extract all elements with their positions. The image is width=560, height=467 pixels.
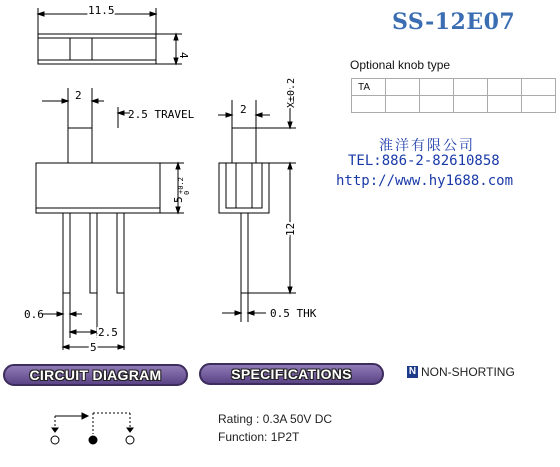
circuit-diagram-label: CIRCUIT DIAGRAM [29,367,162,383]
dim-tol-zero: 0 [183,190,191,195]
dim-pin: 0.6 [24,308,44,321]
non-shorting-label: NON-SHORTING [421,365,515,379]
knob-cell [454,96,488,113]
company-tel: TEL:886-2-82610858 [348,153,500,169]
knob-cell [420,79,454,96]
dim-body: 5 [172,196,185,203]
knob-cell [352,96,386,113]
front-view [36,88,184,350]
company-name: 淮洋有限公司 [379,138,475,154]
knob-type-label: Optional knob type [350,58,451,72]
knob-cell [488,79,522,96]
knob-cell [522,79,556,96]
dim-spacing: 2.5 [98,326,118,339]
dim-pitch-top: 2 [75,89,82,102]
product-title: SS-12E07 [392,9,516,35]
knob-type-table [351,78,556,113]
dim-travel: 2.5 TRAVEL [128,108,195,121]
spec-rating: Rating : 0.3A 50V DC [218,412,333,426]
knob-cell [454,79,488,96]
dim-tol: +0.2 [177,177,185,194]
knob-cell [386,79,420,96]
dim-thk: 0.5 THK [270,307,317,320]
spec-function: Function: 1P2T [218,430,300,444]
dim-side-pin: 12 [284,222,297,236]
circuit-diagram-banner [3,364,188,386]
specifications-banner [199,363,384,385]
dim-span: 5 [90,341,97,354]
knob-cell [488,96,522,113]
dim-side-x: X±0.2 [286,77,297,108]
knob-cell [522,96,556,113]
knob-cell-ta: TA [352,79,386,96]
knob-cell [386,96,420,113]
specifications-label: SPECIFICATIONS [231,366,352,382]
circuit-symbol [51,413,134,444]
knob-cell [420,96,454,113]
dim-width: 11.5 [88,4,115,17]
side-view [218,88,296,322]
non-shorting-icon: N [408,366,417,377]
dim-side-top: 2 [240,103,247,116]
dim-height: 4 [177,52,190,59]
company-url[interactable]: http://www.hy1688.com [336,173,514,189]
